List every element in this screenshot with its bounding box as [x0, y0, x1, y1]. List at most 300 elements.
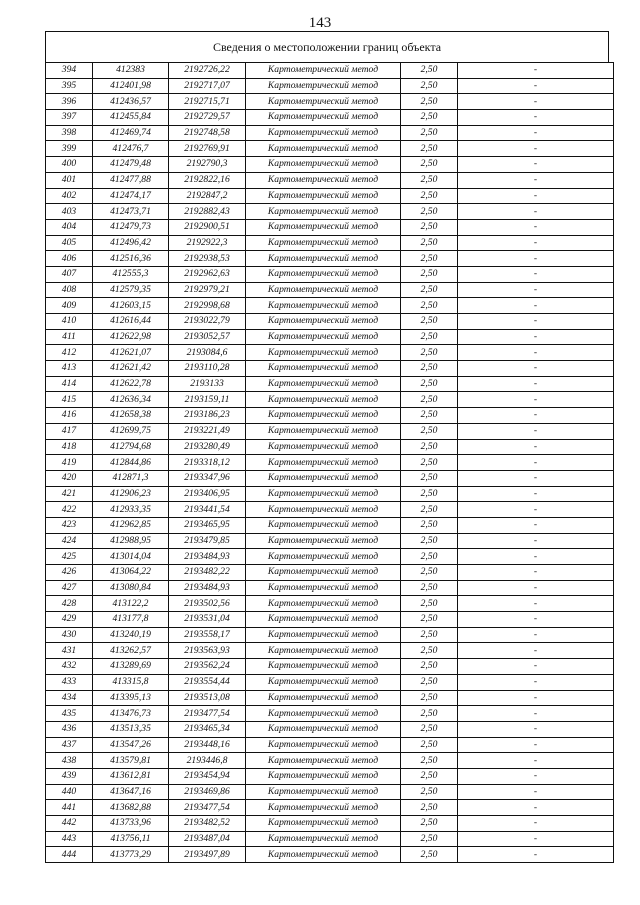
method-cell: Картометрический метод	[246, 125, 401, 141]
description-cell: -	[458, 63, 614, 79]
method-cell: Картометрический метод	[246, 408, 401, 424]
x-coordinate-cell: 413733,96	[93, 816, 169, 832]
table-row	[46, 549, 614, 565]
description-cell: -	[458, 612, 614, 628]
method-cell: Картометрический метод	[246, 831, 401, 847]
x-coordinate-cell: 412906,23	[93, 486, 169, 502]
x-coordinate-cell: 413756,11	[93, 831, 169, 847]
table-row	[46, 612, 614, 628]
x-coordinate-cell: 413315,8	[93, 674, 169, 690]
description-cell: -	[458, 643, 614, 659]
description-cell: -	[458, 408, 614, 424]
method-cell: Картометрический метод	[246, 423, 401, 439]
accuracy-cell: 2,50	[401, 329, 458, 345]
description-cell: -	[458, 721, 614, 737]
method-cell: Картометрический метод	[246, 78, 401, 94]
point-number-cell: 431	[46, 643, 93, 659]
table-row	[46, 690, 614, 706]
x-coordinate-cell: 413064,22	[93, 565, 169, 581]
point-number-cell: 432	[46, 659, 93, 675]
description-cell: -	[458, 659, 614, 675]
method-cell: Картометрический метод	[246, 784, 401, 800]
x-coordinate-cell: 413240,19	[93, 627, 169, 643]
x-coordinate-cell: 413122,2	[93, 596, 169, 612]
y-coordinate-cell: 2193562,24	[169, 659, 246, 675]
table-row	[46, 392, 614, 408]
x-coordinate-cell: 412383	[93, 63, 169, 79]
x-coordinate-cell: 413395,13	[93, 690, 169, 706]
method-cell: Картометрический метод	[246, 565, 401, 581]
accuracy-cell: 2,50	[401, 63, 458, 79]
table-row	[46, 737, 614, 753]
point-number-cell: 435	[46, 706, 93, 722]
table-row	[46, 533, 614, 549]
accuracy-cell: 2,50	[401, 549, 458, 565]
point-number-cell: 395	[46, 78, 93, 94]
accuracy-cell: 2,50	[401, 533, 458, 549]
description-cell: -	[458, 486, 614, 502]
y-coordinate-cell: 2192882,43	[169, 204, 246, 220]
method-cell: Картометрический метод	[246, 282, 401, 298]
point-number-cell: 430	[46, 627, 93, 643]
accuracy-cell: 2,50	[401, 392, 458, 408]
y-coordinate-cell: 2193563,93	[169, 643, 246, 659]
point-number-cell: 394	[46, 63, 93, 79]
point-number-cell: 423	[46, 517, 93, 533]
table-row	[46, 172, 614, 188]
y-coordinate-cell: 2193477,54	[169, 706, 246, 722]
accuracy-cell: 2,50	[401, 125, 458, 141]
y-coordinate-cell: 2193133	[169, 376, 246, 392]
point-number-cell: 407	[46, 266, 93, 282]
x-coordinate-cell: 412794,68	[93, 439, 169, 455]
method-cell: Картометрический метод	[246, 204, 401, 220]
accuracy-cell: 2,50	[401, 643, 458, 659]
method-cell: Картометрический метод	[246, 219, 401, 235]
method-cell: Картометрический метод	[246, 94, 401, 110]
description-cell: -	[458, 753, 614, 769]
point-number-cell: 434	[46, 690, 93, 706]
description-cell: -	[458, 768, 614, 784]
description-cell: -	[458, 502, 614, 518]
point-number-cell: 406	[46, 251, 93, 267]
table-row	[46, 314, 614, 330]
point-number-cell: 396	[46, 94, 93, 110]
accuracy-cell: 2,50	[401, 847, 458, 863]
x-coordinate-cell: 412474,17	[93, 188, 169, 204]
accuracy-cell: 2,50	[401, 266, 458, 282]
x-coordinate-cell: 412699,75	[93, 423, 169, 439]
table-row	[46, 517, 614, 533]
table-row	[46, 847, 614, 863]
y-coordinate-cell: 2193186,23	[169, 408, 246, 424]
method-cell: Картометрический метод	[246, 612, 401, 628]
point-number-cell: 416	[46, 408, 93, 424]
description-cell: -	[458, 674, 614, 690]
description-cell: -	[458, 847, 614, 863]
accuracy-cell: 2,50	[401, 706, 458, 722]
y-coordinate-cell: 2193465,34	[169, 721, 246, 737]
y-coordinate-cell: 2192998,68	[169, 298, 246, 314]
page-number: 143	[308, 15, 332, 31]
description-cell: -	[458, 219, 614, 235]
description-cell: -	[458, 690, 614, 706]
table-row	[46, 345, 614, 361]
x-coordinate-cell: 412496,42	[93, 235, 169, 251]
y-coordinate-cell: 2192822,16	[169, 172, 246, 188]
point-number-cell: 413	[46, 361, 93, 377]
accuracy-cell: 2,50	[401, 690, 458, 706]
table-row	[46, 470, 614, 486]
accuracy-cell: 2,50	[401, 251, 458, 267]
table-row	[46, 141, 614, 157]
x-coordinate-cell: 412622,98	[93, 329, 169, 345]
x-coordinate-cell: 413476,73	[93, 706, 169, 722]
description-cell: -	[458, 361, 614, 377]
y-coordinate-cell: 2193502,56	[169, 596, 246, 612]
description-cell: -	[458, 784, 614, 800]
x-coordinate-cell: 412616,44	[93, 314, 169, 330]
description-cell: -	[458, 376, 614, 392]
description-cell: -	[458, 345, 614, 361]
accuracy-cell: 2,50	[401, 486, 458, 502]
description-cell: -	[458, 141, 614, 157]
accuracy-cell: 2,50	[401, 361, 458, 377]
point-number-cell: 404	[46, 219, 93, 235]
y-coordinate-cell: 2193482,52	[169, 816, 246, 832]
point-number-cell: 422	[46, 502, 93, 518]
table-row	[46, 361, 614, 377]
point-number-cell: 428	[46, 596, 93, 612]
method-cell: Картометрический метод	[246, 376, 401, 392]
description-cell: -	[458, 266, 614, 282]
method-cell: Картометрический метод	[246, 63, 401, 79]
x-coordinate-cell: 412473,71	[93, 204, 169, 220]
accuracy-cell: 2,50	[401, 816, 458, 832]
table-row	[46, 94, 614, 110]
accuracy-cell: 2,50	[401, 188, 458, 204]
method-cell: Картометрический метод	[246, 659, 401, 675]
method-cell: Картометрический метод	[246, 533, 401, 549]
accuracy-cell: 2,50	[401, 784, 458, 800]
accuracy-cell: 2,50	[401, 627, 458, 643]
point-number-cell: 415	[46, 392, 93, 408]
method-cell: Картометрический метод	[246, 596, 401, 612]
point-number-cell: 405	[46, 235, 93, 251]
point-number-cell: 421	[46, 486, 93, 502]
accuracy-cell: 2,50	[401, 502, 458, 518]
accuracy-cell: 2,50	[401, 235, 458, 251]
y-coordinate-cell: 2192726,22	[169, 63, 246, 79]
x-coordinate-cell: 412579,35	[93, 282, 169, 298]
accuracy-cell: 2,50	[401, 455, 458, 471]
table-row	[46, 204, 614, 220]
description-cell: -	[458, 517, 614, 533]
y-coordinate-cell: 2192847,2	[169, 188, 246, 204]
method-cell: Картометрический метод	[246, 580, 401, 596]
point-number-cell: 417	[46, 423, 93, 439]
table-row	[46, 63, 614, 79]
x-coordinate-cell: 412516,36	[93, 251, 169, 267]
y-coordinate-cell: 2193110,28	[169, 361, 246, 377]
accuracy-cell: 2,50	[401, 204, 458, 220]
x-coordinate-cell: 413177,8	[93, 612, 169, 628]
accuracy-cell: 2,50	[401, 800, 458, 816]
description-cell: -	[458, 706, 614, 722]
x-coordinate-cell: 412988,95	[93, 533, 169, 549]
y-coordinate-cell: 2192962,63	[169, 266, 246, 282]
accuracy-cell: 2,50	[401, 110, 458, 126]
section-title: Сведения о местоположении границ объекта	[212, 40, 442, 54]
accuracy-cell: 2,50	[401, 141, 458, 157]
point-number-cell: 427	[46, 580, 93, 596]
y-coordinate-cell: 2193448,16	[169, 737, 246, 753]
accuracy-cell: 2,50	[401, 157, 458, 173]
x-coordinate-cell: 413773,29	[93, 847, 169, 863]
point-number-cell: 438	[46, 753, 93, 769]
table-row	[46, 266, 614, 282]
point-number-cell: 414	[46, 376, 93, 392]
method-cell: Картометрический метод	[246, 361, 401, 377]
accuracy-cell: 2,50	[401, 768, 458, 784]
method-cell: Картометрический метод	[246, 455, 401, 471]
x-coordinate-cell: 412933,35	[93, 502, 169, 518]
description-cell: -	[458, 439, 614, 455]
y-coordinate-cell: 2193280,49	[169, 439, 246, 455]
point-number-cell: 436	[46, 721, 93, 737]
x-coordinate-cell: 413547,26	[93, 737, 169, 753]
table-row	[46, 643, 614, 659]
method-cell: Картометрический метод	[246, 141, 401, 157]
table-row	[46, 721, 614, 737]
accuracy-cell: 2,50	[401, 721, 458, 737]
table-row	[46, 423, 614, 439]
x-coordinate-cell: 412469,74	[93, 125, 169, 141]
x-coordinate-cell: 412621,07	[93, 345, 169, 361]
table-row	[46, 502, 614, 518]
point-number-cell: 441	[46, 800, 93, 816]
method-cell: Картометрический метод	[246, 549, 401, 565]
accuracy-cell: 2,50	[401, 470, 458, 486]
point-number-cell: 410	[46, 314, 93, 330]
description-cell: -	[458, 831, 614, 847]
x-coordinate-cell: 413682,88	[93, 800, 169, 816]
description-cell: -	[458, 423, 614, 439]
method-cell: Картометрический метод	[246, 314, 401, 330]
description-cell: -	[458, 110, 614, 126]
accuracy-cell: 2,50	[401, 596, 458, 612]
accuracy-cell: 2,50	[401, 737, 458, 753]
method-cell: Картометрический метод	[246, 345, 401, 361]
x-coordinate-cell: 412476,7	[93, 141, 169, 157]
method-cell: Картометрический метод	[246, 251, 401, 267]
x-coordinate-cell: 412479,48	[93, 157, 169, 173]
x-coordinate-cell: 413579,81	[93, 753, 169, 769]
table-row	[46, 439, 614, 455]
description-cell: -	[458, 282, 614, 298]
accuracy-cell: 2,50	[401, 439, 458, 455]
method-cell: Картометрический метод	[246, 502, 401, 518]
y-coordinate-cell: 2193477,54	[169, 800, 246, 816]
x-coordinate-cell: 412622,78	[93, 376, 169, 392]
x-coordinate-cell: 413612,81	[93, 768, 169, 784]
point-number-cell: 424	[46, 533, 93, 549]
point-number-cell: 440	[46, 784, 93, 800]
table-row	[46, 282, 614, 298]
table-row	[46, 486, 614, 502]
point-number-cell: 437	[46, 737, 93, 753]
x-coordinate-cell: 412962,85	[93, 517, 169, 533]
method-cell: Картометрический метод	[246, 690, 401, 706]
accuracy-cell: 2,50	[401, 423, 458, 439]
accuracy-cell: 2,50	[401, 376, 458, 392]
table-row	[46, 110, 614, 126]
point-number-cell: 418	[46, 439, 93, 455]
method-cell: Картометрический метод	[246, 486, 401, 502]
accuracy-cell: 2,50	[401, 298, 458, 314]
point-number-cell: 401	[46, 172, 93, 188]
accuracy-cell: 2,50	[401, 345, 458, 361]
x-coordinate-cell: 413289,69	[93, 659, 169, 675]
description-cell: -	[458, 455, 614, 471]
description-cell: -	[458, 298, 614, 314]
y-coordinate-cell: 2193497,89	[169, 847, 246, 863]
y-coordinate-cell: 2192938,53	[169, 251, 246, 267]
x-coordinate-cell: 412455,84	[93, 110, 169, 126]
table-row	[46, 580, 614, 596]
y-coordinate-cell: 2192922,3	[169, 235, 246, 251]
table-row	[46, 235, 614, 251]
point-number-cell: 426	[46, 565, 93, 581]
x-coordinate-cell: 412603,15	[93, 298, 169, 314]
method-cell: Картометрический метод	[246, 800, 401, 816]
point-number-cell: 397	[46, 110, 93, 126]
method-cell: Картометрический метод	[246, 298, 401, 314]
method-cell: Картометрический метод	[246, 706, 401, 722]
y-coordinate-cell: 2193159,11	[169, 392, 246, 408]
method-cell: Картометрический метод	[246, 329, 401, 345]
point-number-cell: 420	[46, 470, 93, 486]
description-cell: -	[458, 125, 614, 141]
description-cell: -	[458, 800, 614, 816]
table-body	[46, 63, 614, 863]
y-coordinate-cell: 2193513,08	[169, 690, 246, 706]
description-cell: -	[458, 816, 614, 832]
x-coordinate-cell: 412844,86	[93, 455, 169, 471]
y-coordinate-cell: 2193454,94	[169, 768, 246, 784]
x-coordinate-cell: 413014,04	[93, 549, 169, 565]
method-cell: Картометрический метод	[246, 188, 401, 204]
accuracy-cell: 2,50	[401, 659, 458, 675]
description-cell: -	[458, 470, 614, 486]
x-coordinate-cell: 412436,57	[93, 94, 169, 110]
y-coordinate-cell: 2192717,07	[169, 78, 246, 94]
table-row	[46, 298, 614, 314]
point-number-cell: 439	[46, 768, 93, 784]
accuracy-cell: 2,50	[401, 674, 458, 690]
description-cell: -	[458, 329, 614, 345]
accuracy-cell: 2,50	[401, 94, 458, 110]
method-cell: Картометрический метод	[246, 392, 401, 408]
y-coordinate-cell: 2192715,71	[169, 94, 246, 110]
method-cell: Картометрический метод	[246, 172, 401, 188]
description-cell: -	[458, 565, 614, 581]
table-row	[46, 157, 614, 173]
point-number-cell: 399	[46, 141, 93, 157]
y-coordinate-cell: 2193479,85	[169, 533, 246, 549]
y-coordinate-cell: 2193465,95	[169, 517, 246, 533]
method-cell: Картометрический метод	[246, 674, 401, 690]
x-coordinate-cell: 413262,57	[93, 643, 169, 659]
x-coordinate-cell: 412401,98	[93, 78, 169, 94]
accuracy-cell: 2,50	[401, 282, 458, 298]
point-number-cell: 425	[46, 549, 93, 565]
description-cell: -	[458, 172, 614, 188]
point-number-cell: 443	[46, 831, 93, 847]
point-number-cell: 398	[46, 125, 93, 141]
table-row	[46, 125, 614, 141]
method-cell: Картометрический метод	[246, 470, 401, 486]
x-coordinate-cell: 413080,84	[93, 580, 169, 596]
description-cell: -	[458, 251, 614, 267]
point-number-cell: 408	[46, 282, 93, 298]
y-coordinate-cell: 2192729,57	[169, 110, 246, 126]
accuracy-cell: 2,50	[401, 408, 458, 424]
accuracy-cell: 2,50	[401, 580, 458, 596]
y-coordinate-cell: 2193022,79	[169, 314, 246, 330]
method-cell: Картометрический метод	[246, 266, 401, 282]
description-cell: -	[458, 78, 614, 94]
y-coordinate-cell: 2193531,04	[169, 612, 246, 628]
x-coordinate-cell: 412477,88	[93, 172, 169, 188]
table-row	[46, 674, 614, 690]
y-coordinate-cell: 2193558,17	[169, 627, 246, 643]
y-coordinate-cell: 2193406,95	[169, 486, 246, 502]
y-coordinate-cell: 2192769,91	[169, 141, 246, 157]
method-cell: Картометрический метод	[246, 753, 401, 769]
description-cell: -	[458, 627, 614, 643]
point-number-cell: 403	[46, 204, 93, 220]
y-coordinate-cell: 2193084,6	[169, 345, 246, 361]
method-cell: Картометрический метод	[246, 737, 401, 753]
table-row	[46, 706, 614, 722]
table-row	[46, 753, 614, 769]
x-coordinate-cell: 412636,34	[93, 392, 169, 408]
coordinates-table	[45, 62, 614, 863]
y-coordinate-cell: 2192748,58	[169, 125, 246, 141]
accuracy-cell: 2,50	[401, 78, 458, 94]
table-row	[46, 78, 614, 94]
table-row	[46, 596, 614, 612]
accuracy-cell: 2,50	[401, 314, 458, 330]
accuracy-cell: 2,50	[401, 219, 458, 235]
description-cell: -	[458, 392, 614, 408]
x-coordinate-cell: 412555,3	[93, 266, 169, 282]
method-cell: Картометрический метод	[246, 721, 401, 737]
description-cell: -	[458, 596, 614, 612]
point-number-cell: 433	[46, 674, 93, 690]
table-row	[46, 219, 614, 235]
accuracy-cell: 2,50	[401, 517, 458, 533]
method-cell: Картометрический метод	[246, 847, 401, 863]
method-cell: Картометрический метод	[246, 110, 401, 126]
point-number-cell: 419	[46, 455, 93, 471]
table-row	[46, 455, 614, 471]
method-cell: Картометрический метод	[246, 768, 401, 784]
accuracy-cell: 2,50	[401, 831, 458, 847]
method-cell: Картометрический метод	[246, 643, 401, 659]
point-number-cell: 402	[46, 188, 93, 204]
